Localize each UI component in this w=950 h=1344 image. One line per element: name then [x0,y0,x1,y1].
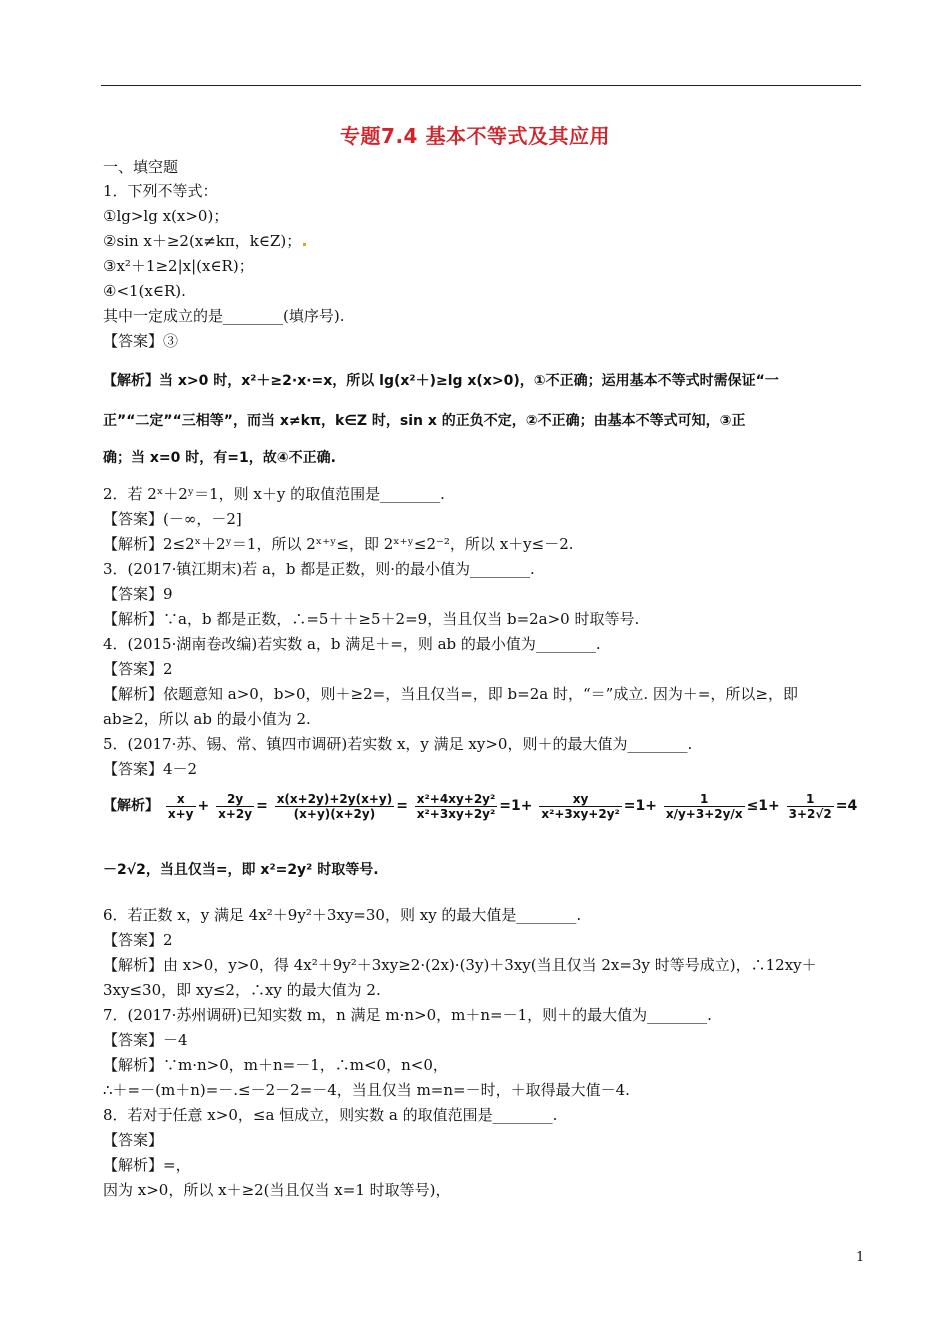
fraction: $\frac{x(x+2y)+2y(x+y)}{(x+y)(x+2y)}$ [276,791,393,821]
q1-answer: 【答案】③ [103,332,179,350]
q3-stem: 3．(2017·镇江期末)若 a，b 都是正数，则·的最小值为________. [103,560,535,578]
q5-solution-equation: 【解析】 $\frac{x}{x+y}$ + $\frac{2y}{x+2y}$ = $\frac{x(x+2y)+2y(x+y)}{(x+y)(x+2y)}$ = $\frac{\text{x²+4xy+2y²}}{\text{x²+3xy+2y²}}$ =1+ $\frac{xy}{\text{x²+3xy+2y²}}$ =1+ $\frac{1}{x/y+3+2y/x}$ ≤1+ $\frac{1}{3+2√2}$ =4 [103,791,858,821]
fraction: $\frac{xy}{\text{x²+3xy+2y²}}$ [541,791,620,821]
q8-stem: 8．若对于任意 x>0，≤a 恒成立，则实数 a 的取值范围是________. [103,1106,558,1124]
fraction: $\frac{1}{3+2√2}$ [788,791,832,821]
q6-answer: 【答案】2 [103,931,173,949]
q1-item-3: ③x²＋1≥2|x|(x∈R)； [103,257,254,275]
q5-solution-line-2: －2√2，当且仅当=，即 x²=2y² 时取等号. [103,862,379,878]
q8-solution-line-2: 因为 x>0，所以 x＋≥2(当且仅当 x=1 时取等号)， [103,1181,451,1199]
q6-stem: 6．若正数 x，y 满足 4x²＋9y²＋3xy=30，则 xy 的最大值是________. [103,906,582,924]
q3-answer: 【答案】9 [103,585,173,603]
q8-answer: 【答案】 [103,1131,164,1149]
q7-answer: 【答案】－4 [103,1031,188,1049]
q1-solution-line-3: 确；当 x=0 时，有=1，故④不正确. [103,450,336,466]
q1-question: 其中一定成立的是________(填序号). [103,307,345,325]
scan-mark [303,243,306,246]
q4-answer: 【答案】2 [103,660,173,678]
section-heading: 一、填空题 [103,158,179,176]
header-rule [101,85,861,86]
q1-item-2: ②sin x＋≥2(x≠kπ，k∈Z)； [103,229,306,253]
q5-answer: 【答案】4－2 [103,760,198,778]
page-number: 1 [856,1250,865,1265]
q1-solution-line-1: 【解析】当 x>0 时，x²＋≥2·x·=x，所以 lg(x²＋)≥lg x(x>0)，①不正确；运用基本不等式时需保证“一 [103,373,779,389]
q4-solution-line-2: ab≥2，所以 ab 的最小值为 2. [103,710,311,728]
q7-solution-line-1: 【解析】∵m·n>0，m＋n=－1，∴m<0，n<0， [103,1056,448,1074]
q7-stem: 7．(2017·苏州调研)已知实数 m，n 满足 m·n>0，m＋n=－1，则＋的最大值为________. [103,1006,712,1024]
fraction: $\frac{2y}{x+2y}$ [218,791,253,821]
q5-stem: 5．(2017·苏、锡、常、镇四市调研)若实数 x，y 满足 xy>0，则＋的最大值为________. [103,735,693,753]
q4-stem: 4．(2015·湖南卷改编)若实数 a，b 满足＋=，则 ab 的最小值为________. [103,635,601,653]
q1-item-1: ①lg>lg x(x>0)； [103,207,229,225]
q2-answer: 【答案】(－∞，－2] [103,510,242,528]
q7-solution-line-2: ∴＋=－(m＋n)=－.≤－2－2=－4，当且仅当 m=n=－时，＋取得最大值－4. [103,1081,630,1099]
page-title: 专题7.4 基本不等式及其应用 [340,124,610,148]
q8-solution-line-1: 【解析】=， [103,1156,191,1174]
q4-solution-line-1: 【解析】依题意知 a>0，b>0，则＋≥2=，当且仅当=，即 b=2a 时，“＝”成立. 因为＋=，所以≥，即 [103,685,798,703]
q1-solution-line-2: 正”“二定”“三相等”，而当 x≠kπ，k∈Z 时，sin x 的正负不定，②不正确；由基本不等式可知，③正 [103,413,746,429]
fraction: $\frac{x}{x+y}$ [167,791,194,821]
q2-stem: 2．若 2ˣ＋2ʸ＝1，则 x＋y 的取值范围是________. [103,485,445,503]
q6-solution-line-1: 【解析】由 x>0，y>0，得 4x²＋9y²＋3xy≥2·(2x)·(3y)＋3xy(当且仅当 2x=3y 时等号成立)，∴12xy＋ [103,956,817,974]
q2-solution: 【解析】2≤2ˣ＋2ʸ＝1，所以 2ˣ⁺ʸ≤，即 2ˣ⁺ʸ≤2⁻²，所以 x＋y≤－2. [103,535,574,553]
q1-stem: 1．下列不等式： [103,182,218,200]
fraction: $\frac{1}{x/y+3+2y/x}$ [665,791,743,821]
q6-solution-line-2: 3xy≤30，即 xy≤2，∴xy 的最大值为 2. [103,981,381,999]
q1-item-4: ④<1(x∈R). [103,282,186,300]
fraction: $\frac{\text{x²+4xy+2y²}}{\text{x²+3xy+2y²}}$ [416,791,496,821]
q3-solution: 【解析】∵a，b 都是正数，∴=5＋＋≥5＋2=9，当且仅当 b=2a>0 时取等号. [103,610,640,628]
